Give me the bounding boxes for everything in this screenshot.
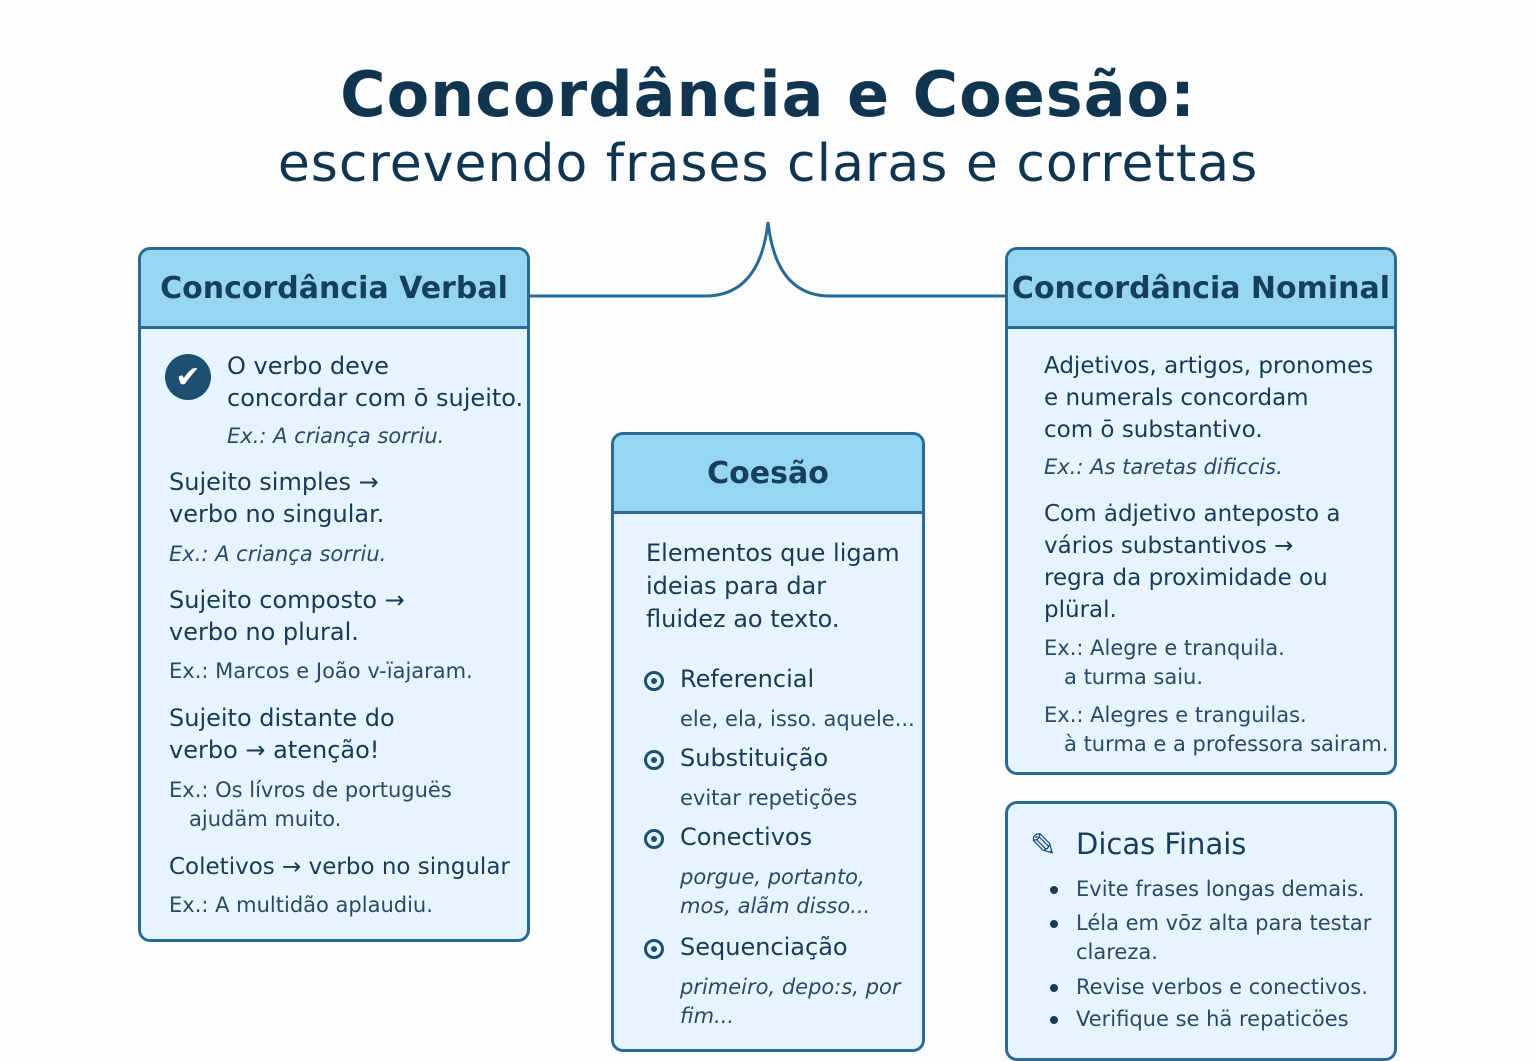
verbal-rule-1: O verbo deve concordar com ō sujeito. — [227, 352, 524, 412]
dicas-bullet-icon — [1050, 984, 1058, 992]
dicas-bullet-icon — [1050, 886, 1058, 894]
dicas-item-3: Revise verbos e conectivos. — [1076, 975, 1368, 999]
coesao-item-referencial-desc: ele, ela, isso. aquele... — [680, 707, 915, 731]
verbal-rule-5: Coletivos → verbo no singular — [169, 854, 510, 880]
check-icon: ✔ — [165, 354, 211, 400]
coesao-item-conectivos: Conectivos — [680, 823, 813, 851]
dicas-card — [1005, 801, 1397, 1061]
verbal-example-1: Ex.: A criança sorriu. — [227, 424, 445, 448]
verbal-rule-3: Sujeito composto → verbo no plural. — [169, 586, 405, 646]
conectivos-bullet-icon — [644, 829, 664, 849]
coesao-item-sequenciacao-desc: primeiro, depo:s, por fim... — [680, 975, 901, 1028]
coesao-item-conectivos-desc: porgue, portanto, mos, alãm disso... — [680, 865, 871, 918]
verbal-card-heading — [141, 250, 527, 329]
verbal-heading-text: Concordância Verbal — [160, 270, 508, 306]
coesao-card — [611, 432, 925, 1052]
coesao-item-referencial: Referencial — [680, 665, 815, 693]
nominal-card-heading — [1008, 250, 1394, 329]
sequenciacao-bullet-icon — [644, 939, 664, 959]
nominal-example-1: Ex.: As taretas dificcis. — [1044, 455, 1283, 479]
coesao-item-substituicao-desc: evitar repetições — [680, 786, 858, 810]
referencial-bullet-icon — [644, 671, 664, 691]
verbal-card — [138, 247, 530, 942]
nominal-rule-1: Adjetivos, artigos, pronomes e numerals concordam com ō substantivo. — [1044, 353, 1374, 443]
pencil-icon: ✎ — [1030, 826, 1057, 864]
dicas-bullet-icon — [1050, 920, 1058, 928]
verbal-rule-4: Sujeito distante do verbo → atenção! — [169, 704, 395, 764]
verbal-example-2: Ex.: A criança sorriu. — [169, 542, 387, 566]
coesao-heading-text: Coesão — [707, 455, 829, 491]
coesao-intro: Elementos que ligam ideias para dar fluidez ao texto. — [646, 539, 900, 633]
verbal-example-5: Ex.: A multidão aplaudiu. — [169, 893, 433, 917]
page-title: Concordância e Coesão: — [340, 58, 1196, 131]
substituicao-bullet-icon — [644, 750, 664, 770]
coesao-item-substituicao: Substituição — [680, 744, 829, 772]
dicas-item-1: Evite frases longas demais. — [1076, 877, 1365, 901]
coesao-card-heading — [614, 435, 922, 514]
nominal-card — [1005, 247, 1397, 775]
nominal-example-3: Ex.: Alegres e tranguilas. à turma e a professora sairam. — [1044, 703, 1389, 756]
dicas-heading: Dicas Finais — [1076, 827, 1247, 861]
dicas-bullet-icon — [1050, 1016, 1058, 1024]
verbal-example-3: Ex.: Marcos e João v-ïajaram. — [169, 659, 473, 683]
nominal-example-2: Ex.: Alegre e tranquila. a turma saiu. — [1044, 636, 1285, 689]
dicas-item-2: Léla em vōz alta para testar clareza. — [1076, 911, 1372, 964]
coesao-item-sequenciacao: Sequenciação — [680, 933, 848, 961]
nominal-rule-2: Com ȧdjetivo anteposto a vários substantivos → regra da proximidade ou plüral. — [1044, 501, 1341, 623]
page-subtitle: escrevendo frases claras e correttas — [277, 134, 1259, 194]
dicas-item-4: Verifique se hä repaticöes — [1076, 1007, 1349, 1031]
verbal-example-4: Ex.: Os lívros de portuguës ajudäm muito. — [169, 778, 452, 831]
verbal-rule-2: Sujeito simples → verbo no singular. — [169, 468, 385, 528]
nominal-heading-text: Concordância Nominal — [1011, 270, 1391, 306]
